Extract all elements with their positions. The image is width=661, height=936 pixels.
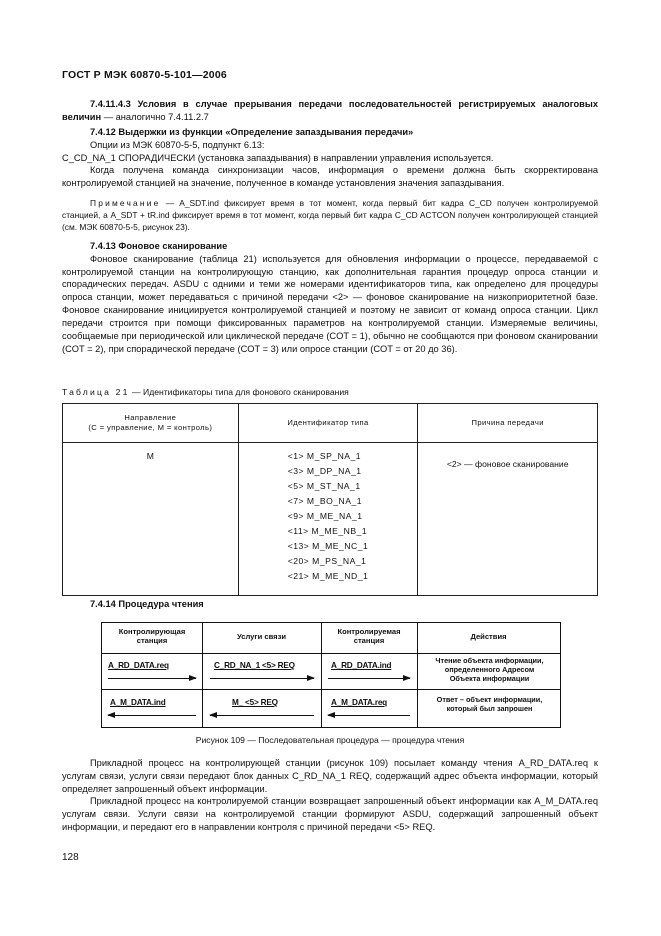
table-row	[63, 443, 598, 596]
response-label: M_ <5> REQ	[232, 698, 278, 707]
read-request-label: A_RD_DATA.req	[108, 661, 169, 670]
section-heading: 7.4.14 Процедура чтения	[90, 599, 204, 609]
note-label: Примечание	[90, 198, 161, 209]
read-indication-label: A_RD_DATA.ind	[331, 661, 392, 670]
data-request-label: A_M_DATA.req	[331, 698, 387, 707]
table-caption	[62, 387, 598, 399]
arrow-right-icon	[108, 678, 196, 679]
paragraph: Прикладной процесс на контролирующей станции (рисунок 109) посылает команду чтения A_RD_DATA.req к услугам связи, услуги связи передают блок данных C_RD_NA_1 REQ, содержащий адрес объекта информации, который определяет запрошенный объект информации.	[62, 758, 598, 794]
data-indication-label: A_M_DATA.ind	[110, 698, 166, 707]
type-id-item: <21> M_ME_ND_1	[287, 571, 369, 581]
header-actions: Действия	[470, 632, 507, 641]
type-id-item: <7> M_BO_NA_1	[287, 496, 363, 506]
type-id-item: <1> M_SP_NA_1	[287, 451, 362, 461]
arrow-left-icon	[328, 715, 410, 716]
cell-direction: M	[63, 443, 239, 596]
page-header: ГОСТ Р МЭК 60870-5-101—2006	[62, 69, 227, 81]
note	[62, 198, 598, 234]
paragraph: C_CD_NA_1 СПОРАДИЧЕСКИ (установка запаздывания) в направлении управления используется.	[62, 152, 494, 163]
row-divider	[102, 689, 560, 690]
clause-number: 7.4.11.4.3	[90, 99, 131, 109]
table-21	[62, 403, 598, 596]
type-id-item: <3> M_DP_NA_1	[287, 466, 362, 476]
type-id-item: <13> M_ME_NC_1	[287, 541, 369, 551]
type-id-item: <9> M_ME_NA_1	[287, 511, 363, 521]
header-controlling-station: Контролирующая станция	[118, 627, 186, 646]
header-type-id: Идентификатор типа	[238, 404, 418, 443]
paragraph: Прикладной процесс на контролируемой станции возвращает запрошенный объект информации как A_M_DATA.req услугам связи. Услуги связи на контролируемой станции формируют ASDU, содержащий запрошенный объект информации, и передают его в направлении контроля с причиной передачи <5> REQ.	[62, 796, 598, 833]
clause-title: Условия в случае прерывания передачи последовательностей регистрируемых аналоговых величин	[62, 99, 598, 122]
type-id-item: <5> M_ST_NA_1	[287, 481, 361, 491]
header-services: Услуги связи	[236, 632, 287, 641]
paragraph: Опции из МЭК 60870-5-5, подпункт 6.13:	[90, 139, 265, 150]
arrow-left-icon	[210, 715, 314, 716]
read-command-label: C_RD_NA_1 <5> REQ	[214, 661, 295, 670]
action-read: Чтение объекта информации, определенного Адресом Объекта информации	[435, 656, 544, 683]
arrow-left-icon	[108, 715, 196, 716]
table-header-row	[63, 404, 598, 443]
sequence-diagram	[101, 622, 561, 728]
figure-caption: Рисунок 109 — Последовательная процедура — процедура чтения	[195, 735, 465, 745]
section-7-4-11-4-3	[62, 98, 598, 124]
type-id-list	[288, 451, 369, 586]
section-7-4-14-heading	[62, 598, 598, 611]
arrow-right-icon	[210, 678, 314, 679]
clause-rest: — аналогично 7.4.11.2.7	[101, 111, 209, 122]
cell-type-ids	[238, 443, 418, 596]
note-text: — A_SDT.ind фиксирует время в тот момент, когда первый бит кадра C_CD получен контролируемой станцией, а A_SDT + tR.ind фиксирует время в тот момент, когда первый бит кадра C_CD ACTCON получен контролирующей станцией (см. МЭК 60870-5-5, рисунок 23).	[62, 198, 598, 232]
arrow-right-icon	[328, 678, 410, 679]
cell-cause: <2> — фоновое сканирование	[418, 443, 598, 596]
page-number: 128	[62, 852, 79, 863]
action-response: Ответ – объект информации, который был запрошен	[436, 695, 543, 713]
header-controlled-station: Контролируемая станция	[337, 627, 401, 646]
section-7-4-13	[62, 240, 598, 355]
row-divider	[102, 653, 560, 654]
section-heading: 7.4.12 Выдержки из функции «Определение запаздывания передачи»	[90, 127, 414, 137]
section-7-4-12	[62, 126, 598, 234]
header-cause: Причина передачи	[418, 404, 598, 443]
table-caption-label: Таблица 21	[62, 387, 130, 397]
section-7-4-14-text	[62, 757, 598, 834]
paragraph: Когда получена команда синхронизации часов, информация о времени должна быть скорректирована контролируемой станцией на значение, полученное в команде установления значения запаздывания.	[62, 165, 598, 189]
paragraph: Фоновое сканирование (таблица 21) используется для обновления информации о процессе, передаваемой с контролируемой станции на контролирующую станцию, как дополнительная гарантия процедур опроса станции и спорадических передач. ASDU с одними и теми же номерами идентификаторов типа, как определено для процедуры опроса станции, может передаваться с причиной передачи <2> — фоновое сканирование на низкоприоритетной базе. Фоновое сканирование инициируется контролируемой станцией и поэтому не зависит от команд опроса станции. Цикл передачи строится при помощи фиксированных параметров на контролируемой станции. Измеряемые величины, сообщаемые при периодической или циклической передаче (COT = 1), обычно не сообщаются при фоновом сканировании (COT = 2), при спорадической передаче (COT = 3) или опросе станции (COT = от 20 до 36).	[62, 253, 598, 354]
section-heading: 7.4.13 Фоновое сканирование	[90, 241, 228, 251]
table-caption-text: — Идентификаторы типа для фонового сканирования	[129, 387, 349, 397]
type-id-item: <11> M_ME_NB_1	[287, 526, 368, 536]
header-direction: Направление (С = управление, М = контроль)	[63, 404, 239, 443]
type-id-item: <20> M_PS_NA_1	[287, 556, 367, 566]
